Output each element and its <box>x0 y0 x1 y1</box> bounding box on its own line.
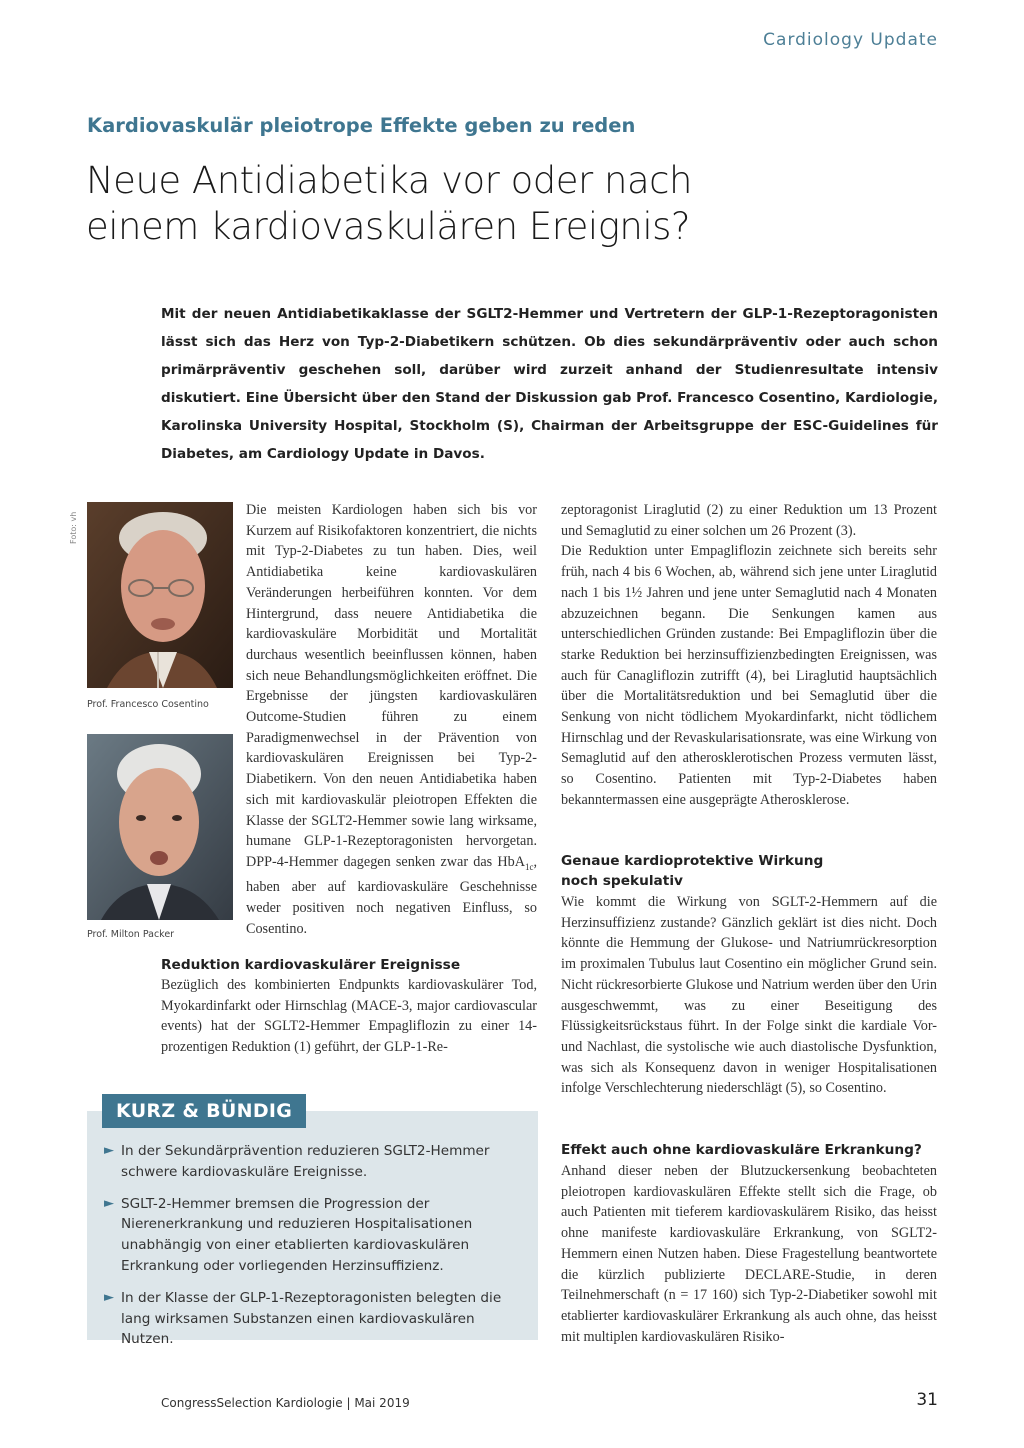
photo-credit: Foto: vh <box>69 511 78 544</box>
body-column-1-upper <box>246 500 537 940</box>
arrow-right-icon: ► <box>104 1195 114 1211</box>
subheading-kardioprotektiv: Genaue kardioprotektive Wirkung noch spekulativ <box>561 853 824 889</box>
photo-caption-packer: Prof. Milton Packer <box>87 929 175 940</box>
portrait-photo-packer <box>87 734 233 920</box>
body-paragraph: zeptoragonist Liraglutid (2) zu einer Reduktion um 13 Prozent und Semaglutid zu einer solchen um 26 Prozent (3). <box>561 502 937 539</box>
subheading-reduktion: Reduktion kardiovaskulärer Ereignisse <box>161 957 461 973</box>
body-paragraph: Die Reduktion unter Empagliflozin zeichnete sich bereits sehr früh, nach 4 bis 6 Wochen, ab, während sich jene unter Liraglutid nach 1 bis 1½ Jahren und jene unter Semaglutid nach 4 Monaten abzuzeichnen begann. Die Senkungen kamen aus unterschiedlichen Gründen zustande: Bei Empagliflozin über die starke Reduktion bei herzinsuffizienzbedingten Ereignissen, was auch für Canagliflozin zutrifft (4), bei Liraglutid hauptsächlich über die Mortalitätsreduktion und bei Semaglutid über die Senkung von nicht tödlichem Myokardinfarkt, nicht tödlichem Hirnschlag und der Revaskularisationsrate, was eine Wirkung von Semaglutid auf den atherosklerotischen Prozess vermuten lässt, so Cosentino. Patienten mit Typ-2-Diabetes haben bekanntermassen eine ausgeprägte Atherosklerose. <box>561 543 937 808</box>
summary-item: ► In der Klasse der GLP-1-Rezeptoragonisten belegten die lang wirksamen Substanzen einen kardiovaskulären Nutzen. <box>104 1289 502 1348</box>
body-paragraph: Bezüglich des kombinierten Endpunkts kardiovaskulärer Tod, Myokardinfarkt oder Hirnschlag (MACE-3, major cardiovascular events) hat der SGLT2-Hemmer Empagliflozin zu einer 14-prozentigen Reduktion (1) geführt, der GLP-1-Re- <box>161 977 537 1056</box>
body-paragraph: Anhand dieser neben der Blutzuckersenkung beobachteten pleiotropen kardiovaskulären Effekte stellt sich die Frage, ob auch Patienten mit tieferem kardiovaskulärem Risiko, das heisst ohne manifeste kardiovaskuläre Erkrankung, von SGLT2-Hemmern einen Nutzen haben. Diese Fragestellung beantwortete die kürzlich publizierte DECLARE-Studie, in deren Teilnehmerschaft (n = 17 160) sich Typ-2-Diabetiker sowohl mit etablierter kardiovaskulärer Erkrankung als auch ohne, das heisst mit multiplen kardiovaskulären Risiko- <box>561 1163 937 1345</box>
article-kicker: Kardiovaskulär pleiotrope Effekte geben zu reden <box>87 114 636 137</box>
title-line-1: Neue Antidiabetika vor oder nach <box>86 159 692 202</box>
summary-list <box>104 1141 524 1361</box>
footer-publication: CongressSelection Kardiologie | Mai 2019 <box>161 1396 410 1410</box>
portrait-photo-cosentino <box>87 502 233 688</box>
body-column-2-lower <box>561 1161 937 1347</box>
portrait-packer-image <box>87 734 233 920</box>
body-column-2-middle <box>561 892 937 1099</box>
article-lead: Mit der neuen Antidiabetikaklasse der SGLT2-Hemmer und Vertretern der GLP-1-Rezeptoragonisten lässt sich das Herz von Typ-2-Diabetikern schützen. Ob dies sekundärpräventiv oder auch schon primärpräventiv geschehen soll, darüber wird zurzeit anhand der Studienresultate intensiv diskutiert. Eine Übersicht über den Stand der Diskussion gab Prof. Francesco Cosentino, Kardiologie, Karolinska University Hospital, Stockholm (S), Chairman der Arbeitsgruppe der ESC-Guidelines für Diabetes, am Cardiology Update in Davos. <box>161 306 938 462</box>
body-paragraph: Wie kommt die Wirkung von SGLT-2-Hemmern auf die Herzinsuffizienz zustande? Gänzlich geklärt ist dies nicht. Doch könnte die Hemmung der Glukose- und Natriumrückresorption im proximalen Tubulus laut Cosentino ein möglicher Grund sein. Nicht rückresorbierte Glukose und Natrium werden über den Urin ausgeschwemmt, was zu einer Beseitigung des Flüssigkeitsrückstaus führt. In der Folge sinkt die kardiale Vor- und Nachlast, die systolische wie auch diastolische Dysfunktion, was sich als Konsequenz davon in weniger Hospitalisationen infolge Verschlechterung niederschlägt (5), so Cosentino. <box>561 894 937 1097</box>
article-title <box>86 158 846 250</box>
section-header: Cardiology Update <box>763 30 938 50</box>
summary-item: ► In der Sekundärprävention reduzieren SGLT2-Hemmer schwere kardiovaskuläre Ereignisse. <box>104 1143 490 1180</box>
subheading-effekt: Effekt auch ohne kardiovaskuläre Erkrankung? <box>561 1142 922 1158</box>
arrow-right-icon: ► <box>104 1143 114 1158</box>
page-number: 31 <box>916 1390 938 1410</box>
body-column-1-lower <box>161 975 537 1058</box>
summary-item: ► SGLT-2-Hemmer bremsen die Progression der Nierenerkrankung und reduzieren Hospitalisationen unabhängig von einer etablierten kardiovaskulären Erkrankung oder vorliegenden Herzinsuffizienz. <box>104 1195 473 1274</box>
title-line-2: einem kardiovaskulären Ereignis? <box>86 205 691 248</box>
body-column-2 <box>561 500 937 811</box>
body-paragraph: Die meisten Kardiologen haben sich bis vor Kurzem auf Risikofaktoren konzentriert, die nichts mit Typ-2-Diabetes zu tun haben. Dies, weil Antidiabetika keine kardiovaskulären Veränderungen herbeiführen konnten. Vor dem Hintergrund, dass neuere Antidiabetika die kardiovaskuläre Morbidität und Mortalität durchaus wesentlich beeinflussen können, haben sich neue Behandlungsmöglichkeiten eröffnet. Die Ergebnisse der jüngsten kardiovaskulären Outcome-Studien führen zu einem Paradigmenwechsel in der Prävention von kardiovaskulären Ereignissen bei Typ-2-Diabetikern. Von den neuen Antidiabetika haben sich mit kardiovaskulär pleiotropen Effekten die Klasse der SGLT2-Hemmer sowie lang wirksame, humane GLP-1-Rezeptoragonisten hervorgetan. DPP-4-Hemmer dagegen senken zwar das HbA$_{1c}$, haben aber auf kardiovaskuläre Geschehnisse weder positiven noch negativen Einfluss, so Cosentino. <box>246 502 537 937</box>
photo-caption-cosentino: Prof. Francesco Cosentino <box>87 699 209 710</box>
summary-box-label: KURZ & BÜNDIG <box>102 1094 306 1128</box>
arrow-right-icon: ► <box>104 1289 114 1305</box>
portrait-cosentino-image <box>87 502 233 688</box>
